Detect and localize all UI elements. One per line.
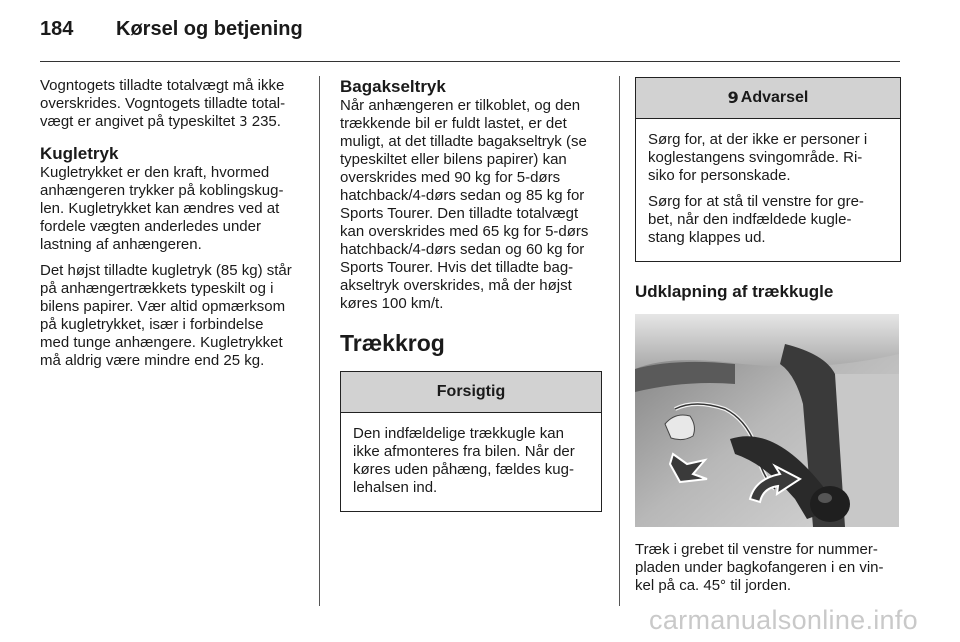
warning-paragraph-2: Sørg for at stå til venstre for gre- bet, når den indfældede kugle- stang klappes ud. <box>648 193 864 246</box>
bagakseltryk-paragraph: Når anhængeren er tilkoblet, og den trækkende bil er fuldt lastet, er det muligt, at det tilladte bagakseltryk (se typeskiltet eller bilens papirer) kan overskrides med 90 kg for 5-dørs hatchback/4-dørs sedan og 85 kg for Sports Tourer. Den tilladte totalvægt kan overskrides med 65 kg for 5-dørs hatchback/4-dørs sedan og 60 kg for Sports Tourer. Hvis det tilladte bag- akseltryk overskrides, må der højst køres 100 km/t. <box>340 97 589 312</box>
chapter-title: Kørsel og betjening <box>116 18 303 40</box>
kugletryk-paragraph-1: Kugletrykket er den kraft, hvormed anhængeren trykker på koblingskug- len. Kugletrykket kan ændres ved at fordele vægten anderledes under lastning af anhængeren. <box>40 164 284 253</box>
kugletryk-paragraph-2: Det højst tilladte kugletryk (85 kg) står på anhængertrækkets typeskilt og i bilens papirer. Vær altid opmærksom på kugletrykket, især i forbindelse med tunge anhængere. Kugletrykket må aldrig være mindre end 25 kg. <box>40 262 292 369</box>
page-ref-link[interactable]: 235. <box>251 113 281 130</box>
warning-box <box>635 77 901 262</box>
column-divider-1 <box>319 76 320 606</box>
caution-header: Forsigtig <box>341 372 601 413</box>
watermark-text: carmanualsonline.info <box>649 605 918 635</box>
caution-text: Den indfældelige trækkugle kan ikke afmonteres fra bilen. Når der køres uden påhæng, fældes kug- lehalsen ind. <box>353 425 575 496</box>
traekkrog-section-title: Trækkrog <box>340 330 445 356</box>
column-divider-2 <box>619 76 620 606</box>
caution-box <box>340 371 602 512</box>
kugletryk-heading: Kugletryk <box>40 144 119 163</box>
page-number: 184 <box>40 18 74 40</box>
header-rule <box>40 61 900 62</box>
page-ref-arrow-icon: 3 <box>239 115 248 130</box>
column-2 <box>340 77 610 512</box>
warning-paragraph-1: Sørg for, at der ikke er personer i koglestangens svingområde. Ri- siko for personskade. <box>648 131 868 184</box>
warning-header <box>636 78 900 119</box>
tow-hook-photo <box>635 314 899 527</box>
warning-triangle-icon: 9 <box>727 88 739 107</box>
column-1 <box>40 77 310 378</box>
column-3 <box>635 77 905 603</box>
bagakseltryk-heading: Bagakseltryk <box>340 77 446 96</box>
udklapning-heading: Udklapning af trækkugle <box>635 282 834 301</box>
intro-paragraph: Vogntogets tilladte totalvægt må ikke overskrides. Vogntogets tilladte total- vægt er angivet på typeskiltet 3 235. <box>40 77 286 130</box>
photo-caption: Træk i grebet til venstre for nummer- pladen under bagkofangeren i en vin- kel på ca. 45° til jorden. <box>635 541 884 594</box>
warning-title: Advarsel <box>740 89 809 106</box>
